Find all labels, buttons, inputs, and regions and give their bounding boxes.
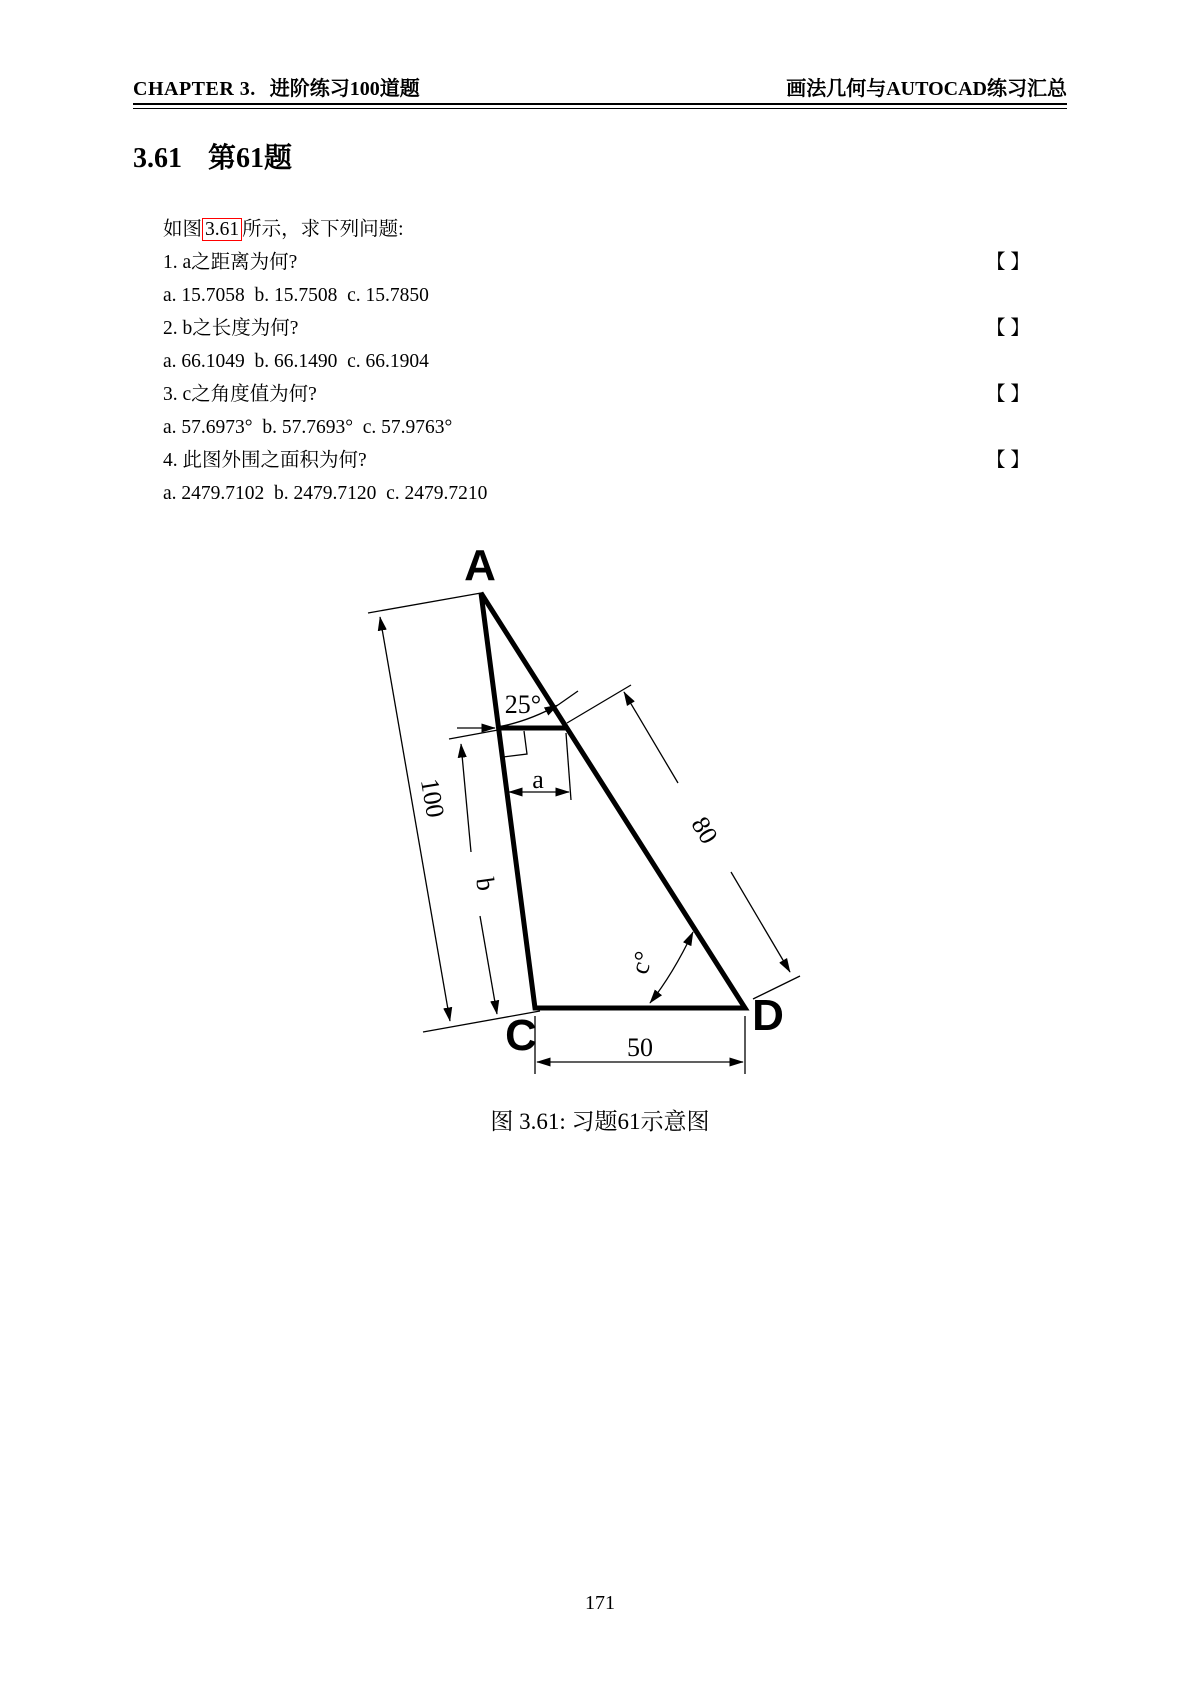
section-number: 3.61 [133,143,182,174]
ext-a-right [566,733,571,800]
question-3: 3. c之角度值为何? [163,384,317,405]
question-1: 1. a之距离为何? [163,252,298,273]
dim-text-100: 100 [414,776,451,820]
dim-b-line-lower [480,916,497,1014]
choices-4: a. 2479.7102 b. 2479.7120 c. 2479.7210 [163,483,488,504]
figure-ref-link[interactable]: 3.61 [202,218,242,241]
dim-80-line-lower [731,872,790,972]
dim-text-80: 80 [685,811,724,849]
question-4: 4. 此图外围之面积为何? [163,450,367,471]
answer-brackets-3: 【 】 [986,384,1030,405]
dim-100-line [380,617,450,1021]
ext-b-top [449,730,498,739]
answer-brackets-1: 【 】 [986,252,1030,273]
answer-brackets-2: 【 】 [986,318,1030,339]
figure-caption: 图 3.61: 习题61示意图 [490,1109,710,1134]
dim-text-b: b [470,875,501,893]
choices-1: a. 15.7058 b. 15.7508 c. 15.7850 [163,285,429,306]
vertex-label-a: A [464,541,496,590]
angle-25-tail [558,691,578,705]
question-2: 2. b之长度为何? [163,318,299,339]
dim-text-25deg: 25° [504,690,542,719]
header-chapter-title: 进阶练习100道题 [269,78,420,100]
right-angle-mark [503,731,527,757]
intro-suffix: 所示，求下列问题: [242,219,404,240]
header-chapter-label: CHAPTER 3. [133,78,256,100]
choices-2: a. 66.1049 b. 66.1490 c. 66.1904 [163,351,429,372]
dim-text-50: 50 [627,1033,653,1062]
triangle-outline [481,593,745,1008]
section-title: 第61题 [208,143,293,174]
answer-brackets-4: 【 】 [986,450,1030,471]
intro-prefix: 如图 [163,219,203,240]
ext-100-top [368,593,481,613]
ext-80-top [567,685,631,723]
choices-3: a. 57.6973° b. 57.7693° c. 57.9763° [163,417,453,438]
page-number: 171 [585,1592,615,1614]
dim-text-a: a [532,765,544,794]
vertex-label-c: C [505,1011,537,1060]
header-book-title: 画法几何与AUTOCAD练习汇总 [786,78,1067,100]
dim-80-line-upper [624,692,678,783]
vertex-label-d: D [752,991,784,1040]
dim-b-line-upper [461,744,471,852]
angle-c-arc [650,932,693,1003]
dim-text-c-deg: c° [624,947,659,978]
